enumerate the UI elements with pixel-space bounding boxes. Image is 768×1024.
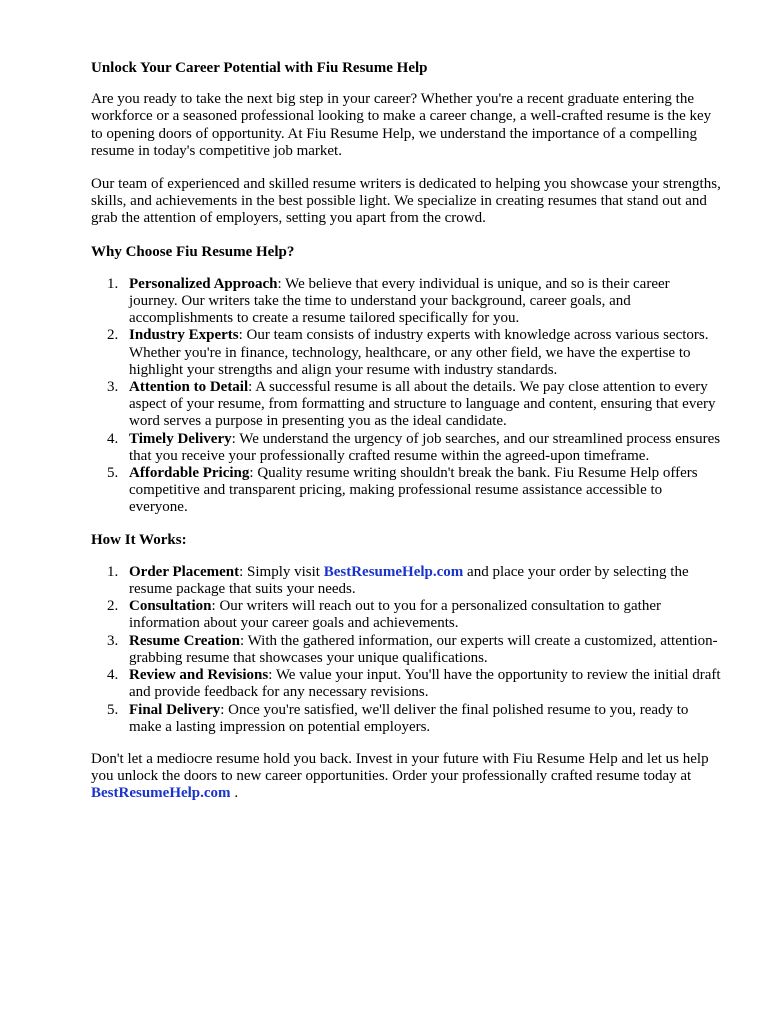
list-item-term: Consultation [129, 598, 212, 615]
list-item-term: Attention to Detail [129, 379, 249, 396]
why-list-item [91, 431, 721, 465]
list-item-text: : We value your input. You'll have the opportunity to review the initial draft and provide feedback for any necessary revisions. [129, 667, 721, 701]
why-list-item [91, 276, 721, 328]
list-item-term: Review and Revisions [129, 667, 269, 684]
how-list-item [91, 564, 721, 598]
list-item-text: : Our writers will reach out to you for a personalized consultation to gather information about your career goals and achievements. [129, 598, 661, 632]
list-number: 3. [107, 379, 119, 396]
list-item-text: : We understand the urgency of job searches, and our streamlined process ensures that you receive your professionally crafted resume within the agreed-upon timeframe. [129, 430, 721, 464]
how-section-heading: How It Works: [91, 531, 187, 548]
document-page [91, 60, 721, 819]
list-item-text: : Simply visit [239, 563, 324, 580]
list-number: 2. [107, 327, 119, 344]
why-list [91, 276, 721, 517]
list-number: 3. [107, 632, 119, 649]
list-item-text: : We believe that every individual is unique, and so is their career journey. Our writers take the time to understand your background, career goals, and accomplishments to create a resume tailored specifically for you. [129, 275, 670, 327]
why-list-item [91, 379, 721, 431]
list-number: 1. [107, 563, 119, 580]
list-item-text: : A successful resume is all about the details. We pay close attention to every aspect of your resume, from formatting and structure to language and content, ensuring that every word serves a purpose in presenting you as the ideal candidate. [129, 379, 716, 430]
list-item-term: Order Placement [129, 563, 240, 580]
why-list-item [91, 465, 721, 517]
list-item-term: Personalized Approach [129, 275, 278, 292]
list-item-term: Affordable Pricing [129, 465, 250, 482]
how-list-item [91, 702, 721, 736]
list-number: 5. [107, 701, 119, 718]
list-number: 4. [107, 667, 119, 684]
list-item-text: : Quality resume writing shouldn't break the bank. Fiu Resume Help offers competitive and transparent pricing, making professional resume assistance accessible to everyone. [129, 465, 698, 516]
list-number: 1. [107, 275, 119, 292]
closing-text: Don't let a mediocre resume hold you back. Invest in your future with Fiu Resume Help and let us help you unlock the doors to new career opportunities. Order your professionally crafted resume today at [91, 750, 709, 785]
list-number: 5. [107, 465, 119, 482]
why-list-item [91, 327, 721, 379]
why-section-heading: Why Choose Fiu Resume Help? [91, 243, 295, 260]
how-list-item [91, 598, 721, 632]
intro-paragraph-1: Are you ready to take the next big step in your career? Whether you're a recent graduate entering the workforce or a seasoned professional looking to make a career change, a well-crafted resume is the key to opening doors of opportunity. At Fiu Resume Help, we understand the importance of a compelling resume in today's competitive job market. [91, 91, 712, 159]
list-item-term: Final Delivery [129, 701, 221, 718]
how-list [91, 564, 721, 736]
website-link[interactable]: BestResumeHelp.com [323, 563, 464, 580]
list-item-text: : Once you're satisfied, we'll deliver the final polished resume to you, ready to make a lasting impression on potential employers. [129, 701, 689, 735]
document-title: Unlock Your Career Potential with Fiu Resume Help [91, 60, 428, 76]
list-item-term: Industry Experts [129, 327, 239, 344]
intro-paragraph-2: Our team of experienced and skilled resume writers is dedicated to helping you showcase your strengths, skills, and achievements in the best possible light. We specialize in creating resumes that stand out and grab the attention of employers, setting you apart from the crowd. [91, 176, 721, 227]
closing-paragraph [91, 751, 721, 803]
list-number: 4. [107, 430, 119, 447]
list-item-text: : With the gathered information, our experts will create a customized, attention-grabbing resume that showcases your unique qualifications. [129, 632, 718, 666]
list-item-term: Resume Creation [129, 632, 240, 649]
closing-text-end: . [230, 785, 239, 802]
list-item-term: Timely Delivery [129, 430, 232, 447]
how-list-item [91, 667, 721, 701]
how-list-item [91, 633, 721, 667]
list-item-text: : Our team consists of industry experts with knowledge across various sectors. Whether you're in finance, technology, healthcare, or any other field, we have the expertise to highlight your strengths and align your resume with industry standards. [129, 327, 709, 378]
list-number: 2. [107, 598, 119, 615]
website-link[interactable]: BestResumeHelp.com [91, 785, 231, 802]
list-item-text: and place your order by selecting the resume package that suits your needs. [129, 563, 689, 598]
